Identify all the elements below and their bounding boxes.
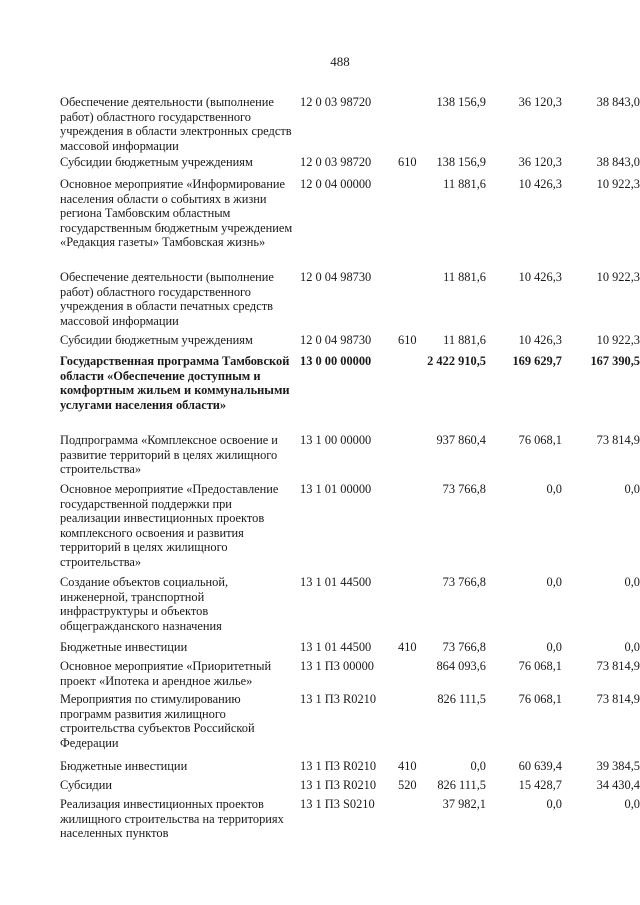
row-value-3: 73 814,9	[596, 692, 640, 706]
row-name: Бюджетные инвестиции	[60, 640, 188, 654]
row-code: 13 1 П3 00000	[300, 659, 374, 673]
row-value-2: 36 120,3	[518, 95, 562, 109]
row-value-2: 0,0	[546, 797, 562, 811]
row-expense-type: 410	[398, 759, 417, 773]
row-value-2: 10 426,3	[518, 177, 562, 191]
row-value-3: 0,0	[624, 640, 640, 654]
row-value-3: 34 430,4	[596, 778, 640, 792]
row-value-2: 76 068,1	[518, 433, 562, 447]
row-expense-type: 610	[398, 333, 417, 347]
row-value-2: 15 428,7	[518, 778, 562, 792]
row-code: 13 1 01 00000	[300, 482, 372, 496]
row-value-2: 76 068,1	[518, 692, 562, 706]
row-value-3: 38 843,0	[596, 155, 640, 169]
row-name: Основное мероприятие «Предоставление государственной поддержки при реализации инвестиционных проектов комплексного освоения и развития территорий в целях жилищного строительства»	[60, 482, 279, 569]
row-value-3: 39 384,5	[596, 759, 640, 773]
row-value-1: 11 881,6	[443, 270, 486, 284]
row-name: Создание объектов социальной, инженерной, транспортной инфраструктуры и объектов общегражданского назначения	[60, 575, 229, 633]
row-value-2: 10 426,3	[518, 333, 562, 347]
row-name: Субсидии	[60, 778, 112, 792]
row-code: 13 1 01 44500	[300, 575, 372, 589]
row-code: 13 1 01 44500	[300, 640, 372, 654]
row-value-1: 826 111,5	[437, 692, 486, 706]
row-name: Реализация инвестиционных проектов жилищного строительства на территориях населенных пунктов	[60, 797, 284, 841]
row-value-3: 10 922,3	[596, 177, 640, 191]
row-code: 13 1 00 00000	[300, 433, 372, 447]
row-value-2: 76 068,1	[518, 659, 562, 673]
row-code: 13 0 00 00000	[300, 354, 372, 368]
row-code: 13 1 П3 R0210	[300, 692, 377, 706]
row-value-1: 937 860,4	[436, 433, 486, 447]
row-value-3: 167 390,5	[590, 354, 640, 368]
row-value-1: 73 766,8	[442, 482, 486, 496]
row-value-1: 11 881,6	[443, 333, 486, 347]
row-value-2: 0,0	[546, 640, 562, 654]
row-name: Обеспечение деятельности (выполнение работ) областного государственного учреждения в области электронных средств массовой информации	[60, 95, 292, 153]
row-value-1: 37 982,1	[442, 797, 486, 811]
row-value-3: 73 814,9	[596, 433, 640, 447]
row-name: Мероприятия по стимулированию программ развития жилищного строительства субъектов Российской Федерации	[60, 692, 255, 750]
row-code: 12 0 04 98730	[300, 270, 372, 284]
row-value-3: 73 814,9	[596, 659, 640, 673]
row-value-1: 2 422 910,5	[427, 354, 486, 368]
row-value-1: 73 766,8	[442, 640, 486, 654]
row-name: Основное мероприятие «Приоритетный проект «Ипотека и арендное жилье»	[60, 659, 272, 688]
row-name: Подпрограмма «Комплексное освоение и развитие территорий в целях жилищного строительства»	[60, 433, 278, 477]
row-code: 12 0 04 98730	[300, 333, 372, 347]
row-expense-type: 520	[398, 778, 417, 792]
row-value-2: 169 629,7	[512, 354, 562, 368]
row-value-1: 864 093,6	[436, 659, 486, 673]
row-name: Государственная программа Тамбовской области «Обеспечение доступным и комфортным жильем и коммунальными услугами населения области»	[60, 354, 290, 412]
row-code: 13 1 П3 R0210	[300, 778, 377, 792]
row-expense-type: 410	[398, 640, 417, 654]
row-code: 12 0 03 98720	[300, 95, 372, 109]
row-value-2: 0,0	[546, 482, 562, 496]
row-value-3: 0,0	[624, 797, 640, 811]
row-value-3: 10 922,3	[596, 270, 640, 284]
row-code: 13 1 П3 R0210	[300, 759, 377, 773]
row-value-2: 36 120,3	[518, 155, 562, 169]
row-name: Обеспечение деятельности (выполнение работ) областного государственного учреждения в области печатных средств массовой информации	[60, 270, 274, 328]
row-value-1: 11 881,6	[443, 177, 486, 191]
row-name: Бюджетные инвестиции	[60, 759, 188, 773]
row-code: 13 1 П3 S0210	[300, 797, 375, 811]
row-value-2: 10 426,3	[518, 270, 562, 284]
row-value-3: 38 843,0	[596, 95, 640, 109]
row-value-2: 0,0	[546, 575, 562, 589]
row-value-1: 138 156,9	[436, 95, 486, 109]
row-value-3: 0,0	[624, 482, 640, 496]
row-value-3: 10 922,3	[596, 333, 640, 347]
row-value-3: 0,0	[624, 575, 640, 589]
row-value-1: 73 766,8	[442, 575, 486, 589]
row-name: Основное мероприятие «Информирование населения области о событиях в жизни региона Тамбовским областным государственным бюджетным учреждением «Редакция газеты» Тамбовская жизнь»	[60, 177, 293, 250]
row-value-1: 826 111,5	[437, 778, 486, 792]
row-code: 12 0 03 98720	[300, 155, 372, 169]
row-name: Субсидии бюджетным учреждениям	[60, 155, 253, 169]
row-name: Субсидии бюджетным учреждениям	[60, 333, 253, 347]
row-value-1: 0,0	[470, 759, 486, 773]
row-code: 12 0 04 00000	[300, 177, 372, 191]
page-number: 488	[330, 54, 350, 69]
row-value-1: 138 156,9	[436, 155, 486, 169]
row-value-2: 60 639,4	[518, 759, 562, 773]
row-expense-type: 610	[398, 155, 417, 169]
